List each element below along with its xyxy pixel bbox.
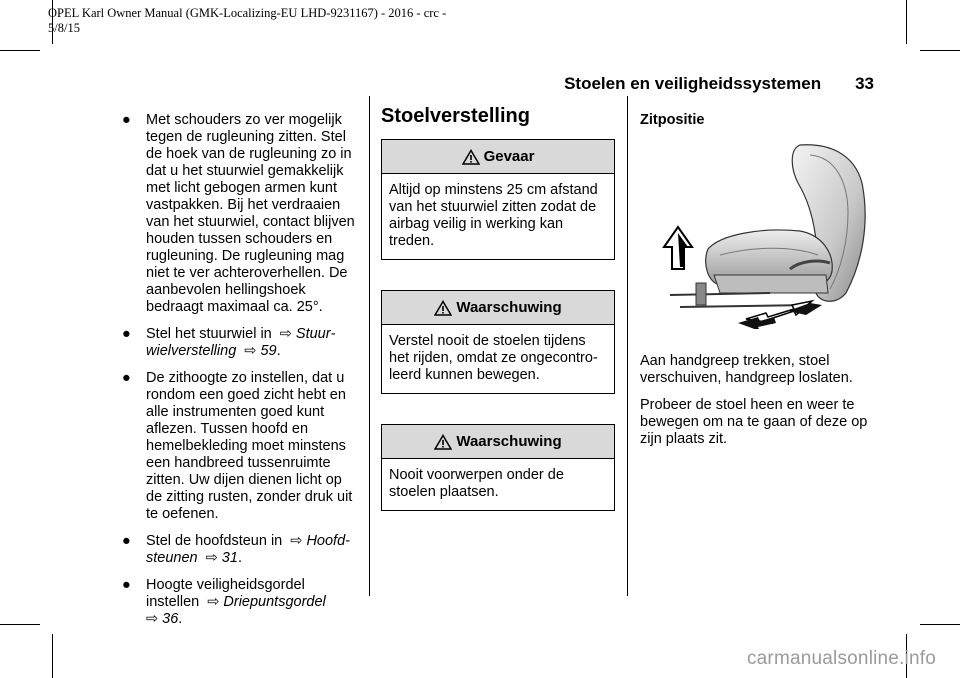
punctuation: .	[237, 550, 242, 566]
bullet-text: Stel de hoofdsteun in	[146, 533, 283, 549]
danger-box	[381, 139, 615, 260]
box-body: Nooit voorwerpen onder de stoelen plaatsen.	[389, 467, 564, 500]
bullet-text: Stel het stuurwiel in	[146, 326, 272, 342]
box-body: Verstel nooit de stoelen tijdens het rijden, omdat ze ongecontroleerd kunnen bewegen.	[389, 333, 598, 383]
warning-box	[381, 424, 615, 511]
cross-reference-arrow-icon: ⇨	[146, 611, 159, 627]
box-heading-text: Waarschuwing	[456, 433, 562, 450]
cross-reference-arrow-icon: ⇨	[205, 550, 218, 566]
chapter-title: Stoelen en veiligheidssystemen	[564, 74, 822, 93]
box-body: Altijd op minstens 25 cm afstand van het stuurwiel zitten zodat de airbag veilig in werking kan treden.	[389, 182, 598, 249]
bullet-icon: ●	[122, 326, 131, 342]
subsection-title: Zitpositie	[640, 112, 705, 128]
box-heading-text: Waarschuwing	[456, 299, 562, 316]
warning-triangle-icon	[434, 300, 452, 316]
column-divider	[369, 96, 370, 596]
watermark: carmanualsonline.info	[746, 648, 936, 669]
punctuation: .	[276, 343, 281, 359]
bullet-icon: ●	[122, 370, 131, 386]
running-head	[564, 74, 874, 94]
seat-illustration	[650, 143, 874, 329]
bullet-icon: ●	[122, 577, 131, 593]
cross-reference-arrow-icon: ⇨	[244, 343, 257, 359]
warning-triangle-icon	[434, 434, 452, 450]
cross-reference-page[interactable]: 31	[221, 550, 238, 566]
cross-reference-page[interactable]: 36	[162, 611, 179, 627]
list-item	[120, 533, 356, 567]
crop-mark	[52, 634, 53, 678]
bullet-text: Hoogte veiligheidsgordel instellen	[146, 577, 305, 610]
meta-line-1: OPEL Karl Owner Manual (GMK-Localizing-EU LHD-9231167) - 2016 - crc -	[48, 6, 447, 20]
bullet-text: De zithoogte zo instellen, dat u rondom een goed zicht hebt en alle instrumenten goed kunt aflezen. Tussen hoofd en hemelbekleding moet minstens een handbreed tussenruimte zitten. Uw dijen dienen licht op de zitting rusten, zonder druk uit te oefenen.	[146, 370, 353, 522]
warning-box	[381, 290, 615, 394]
column-divider	[627, 96, 628, 596]
punctuation: .	[178, 611, 183, 627]
box-heading-text: Gevaar	[483, 148, 535, 165]
list-item	[120, 326, 356, 360]
right-column	[640, 112, 876, 458]
list-item	[120, 577, 356, 628]
paragraph: Probeer de stoel heen en weer te bewegen om na te gaan of deze op zijn plaats zit.	[640, 397, 868, 447]
box-heading	[382, 140, 614, 174]
cross-reference-page[interactable]: 59	[260, 343, 277, 359]
meta-line-2: 5/8/15	[48, 21, 80, 35]
paragraph: Aan handgreep trekken, stoel verschuiven, handgreep loslaten.	[640, 353, 853, 386]
cross-reference-link[interactable]: Driepuntsgordel	[223, 594, 326, 610]
box-heading	[382, 425, 614, 459]
cross-reference-arrow-icon: ⇨	[207, 594, 220, 610]
crop-mark	[906, 0, 907, 44]
cross-reference-arrow-icon: ⇨	[279, 326, 292, 342]
crop-mark	[920, 624, 960, 625]
left-column	[120, 112, 356, 638]
section-title: Stoelverstelling	[381, 105, 530, 127]
list-item	[120, 112, 356, 316]
bullet-icon: ●	[122, 533, 131, 549]
crop-mark	[0, 624, 40, 625]
bullet-text: Met schouders zo ver mogelijk tegen de rugleuning zitten. Stel de hoek van de rugleuning zo in dat u het stuurwiel gemakkelijk met licht gebogen armen kunt vastpakken. Bij het verdraaien van het stuurwiel, contact blijven houden tussen schouders en rugleuning. De rugleuning mag niet te ver achteroverhellen. De aanbevolen hellingshoek bedraagt maximaal ca. 25°.	[146, 112, 355, 315]
box-heading	[382, 291, 614, 325]
cross-reference-arrow-icon: ⇨	[290, 533, 303, 549]
cross-reference-link[interactable]: Stuurwielverstelling	[146, 326, 336, 359]
crop-mark	[920, 50, 960, 51]
crop-mark	[0, 50, 40, 51]
warning-triangle-icon	[462, 149, 480, 165]
page-number: 33	[855, 74, 874, 93]
list-item	[120, 370, 356, 523]
bullet-icon: ●	[122, 112, 131, 128]
middle-column	[381, 105, 617, 541]
document-meta	[48, 6, 548, 36]
cross-reference-link[interactable]: Hoofdsteunen	[146, 533, 350, 566]
